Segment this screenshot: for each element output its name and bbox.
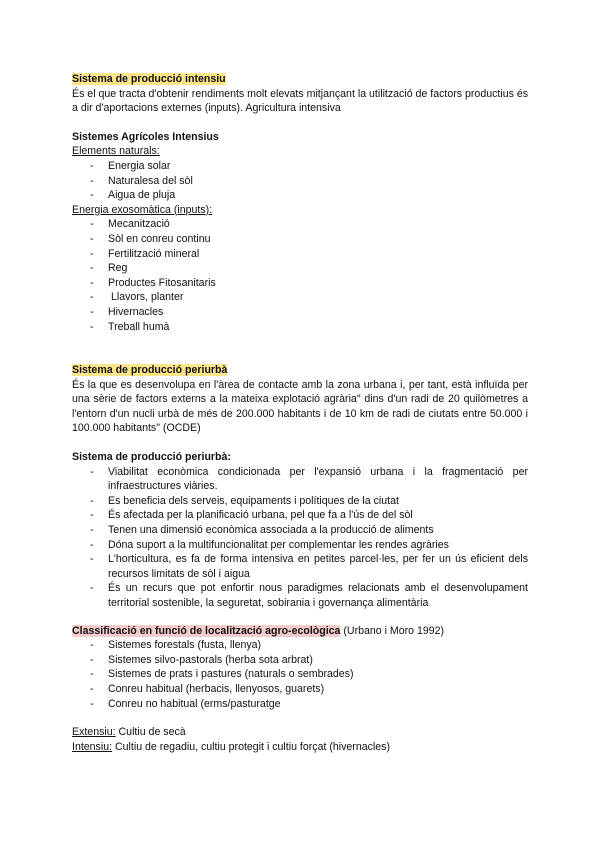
list-item: - Energia solar xyxy=(90,159,171,172)
list-item: - Naturalesa del sòl xyxy=(90,174,193,187)
intensive-label: Intensiu: xyxy=(72,740,113,753)
periurban-features-heading: Sistema de producció periurbà: xyxy=(72,451,231,464)
highlighted-title: Sistema de producció periurbà xyxy=(72,364,228,377)
section-intensive-text: És el que tracta d'obtenir rendiments molt elevats mitjançant la utilització de factors productius és a dir d'aportacions externes (inputs). Agricultura intensiva xyxy=(72,87,529,115)
natural-elements-list xyxy=(72,159,528,203)
highlighted-title: Sistema de producció intensiu xyxy=(72,73,226,85)
intensive-line xyxy=(72,740,528,755)
extensive-line xyxy=(72,725,528,740)
list-item: - Fertilització mineral xyxy=(90,247,200,260)
list-item: - Aigua de pluja xyxy=(90,189,176,202)
list-item: - Mecanització xyxy=(90,218,170,231)
intensive-text: Cultiu de regadiu, cultiu protegit i cultiu forçat (hivernacles) xyxy=(112,740,390,753)
list-item: - Es beneficia dels serveis, equipaments i polítiques de la ciutat xyxy=(90,494,399,507)
list-item: - És un recurs que pot enfortir nous paradigmes relacionats amb el desenvolupament territorial sostenible, la seguretat, sobirania i governança alimentària xyxy=(90,582,528,609)
exosomatic-energy-list xyxy=(72,217,528,334)
list-item: - Sistemes forestals (fusta, llenya) xyxy=(90,639,262,652)
list-item: - Dóna suport a la multifuncionalitat per complementar les rendes agràries xyxy=(90,538,449,551)
list-item: - Sòl en conreu continu xyxy=(90,232,211,245)
classification-heading xyxy=(72,624,528,639)
list-item: - Productes Fitosanitaris xyxy=(90,276,216,289)
list-item: - Treball humà xyxy=(90,320,170,333)
list-item: - Tenen una dimensió econòmica associada a la producció de aliments xyxy=(90,524,434,537)
section-periurban-text: És la que es desenvolupa en l'àrea de contacte amb la zona urbana i, per tant, està influïda per una sèrie de factors externs a la mateixa explotació agrària" dins d'un radi de 20 quilòmetres a l'entorn d'un nucli urbà de més de 200.000 habitants i de 10 km de radi de ciutats entre 50.000 i 100.000 habitants" (OCDE) xyxy=(72,378,528,435)
classification-source: (Urbano i Moro 1992) xyxy=(340,624,445,637)
list-item: - Sistemes silvo-pastorals (herba sota arbrat) xyxy=(90,653,313,666)
list-item: - Conreu habitual (herbacis, llenyosos, guarets) xyxy=(90,682,325,695)
section-periurban-heading xyxy=(72,363,528,378)
list-item: - L'horticultura, es fa de forma intensiva en petites parcel·les, per fer un ús eficient dels recursos limitats de sòl i aigua xyxy=(90,553,528,580)
extensive-text: Cultiu de secà xyxy=(115,726,186,739)
list-item: - Viabilitat econòmica condicionada per l'expansió urbana i la fragmentació per infraestructures viàries. xyxy=(90,465,528,493)
section-intensive-heading xyxy=(72,72,528,87)
periurban-features-list xyxy=(72,465,528,611)
list-item: - És afectada per la planificació urbana, pel que fa a l'ús de del sòl xyxy=(90,509,413,522)
classification-list xyxy=(72,638,528,711)
natural-elements-label: Elements naturals: xyxy=(72,145,160,158)
agricultural-systems-heading: Sistemes Agrícoles Intensius xyxy=(72,130,219,143)
list-item: - Llavors, planter xyxy=(90,291,184,304)
list-item: - Hivernacles xyxy=(90,305,164,318)
highlighted-title: Classificació en funció de localització agro-ecològica xyxy=(72,624,341,637)
extensive-label: Extensiu: xyxy=(72,726,116,739)
exosomatic-energy-label: Energia exosomàtica (inputs): xyxy=(72,203,213,216)
list-item: - Conreu no habitual (erms/pasturatge xyxy=(90,697,281,710)
list-item: - Sistemes de prats i pastures (naturals o sembrades) xyxy=(90,668,354,681)
list-item: - Reg xyxy=(90,262,128,275)
document-page xyxy=(72,72,528,754)
